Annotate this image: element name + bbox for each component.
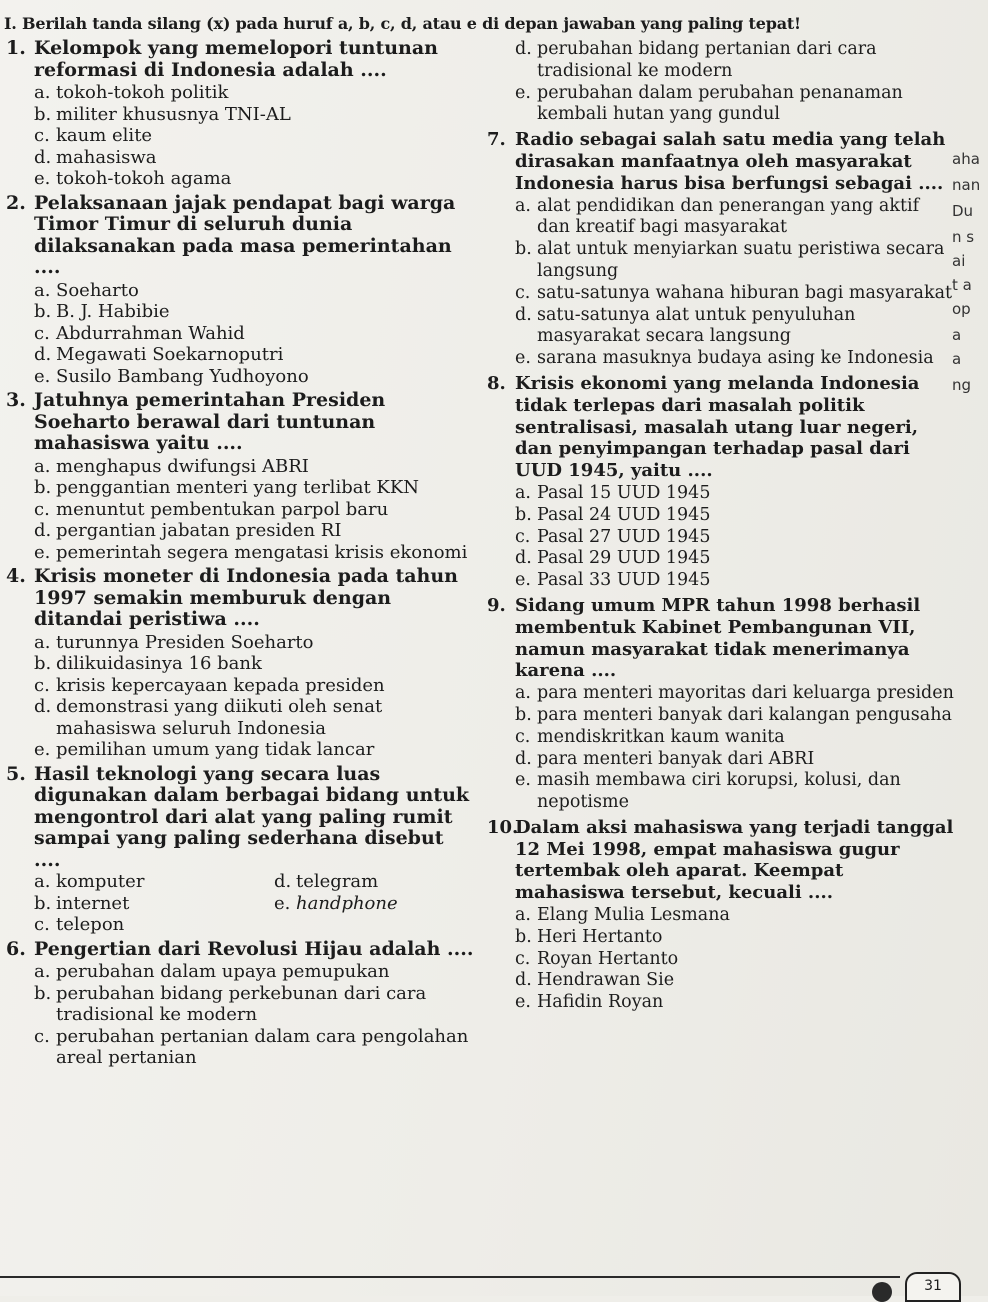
edge-fragment: aha [952,150,980,168]
option-item[interactable] [515,905,957,927]
edge-fragment: t a [952,276,972,294]
option-text: handphone [296,892,398,914]
option-item[interactable] [34,477,476,499]
option-item[interactable] [515,570,957,592]
option-text: satu-satunya wahana hiburan bagi masyarakat [537,282,953,303]
option-text: perubahan dalam upaya pemupukan [56,961,390,982]
question-4 [6,566,476,761]
question-number: 1. [6,37,26,59]
question-text: Sidang umum MPR tahun 1998 berhasil membentuk Kabinet Pembangunan VII, namun masyarakat tidak menerimanya karena .... [515,594,921,682]
option-label[interactable]: b. [515,239,532,260]
option-item[interactable] [515,949,957,971]
option-text: turunnya Presiden Soeharto [56,631,314,653]
question-number: 8. [487,372,506,394]
question-stem [487,817,957,904]
edge-fragment: a [952,326,962,344]
option-item[interactable] [34,366,476,388]
option-label[interactable]: a. [515,905,531,926]
option-list [487,905,957,1014]
option-text: perubahan bidang pertanian dari cara tradisional ke modern [537,39,877,81]
option-text: Pasal 33 UUD 1945 [537,570,711,591]
option-item[interactable] [34,280,476,302]
option-label[interactable]: b. [34,301,52,322]
option-text: Hendrawan Sie [537,970,675,991]
question-6-continued [487,39,957,126]
option-text: penggantian menteri yang terlibat KKN [56,477,420,498]
option-label[interactable]: a. [34,82,51,103]
option-list [487,483,957,592]
option-label[interactable]: d. [515,748,532,769]
option-label[interactable]: d. [34,344,52,365]
question-text: Pelaksanaan jajak pendapat bagi warga Timor Timur di seluruh dunia dilaksanakan pada masa pemerintahan .... [34,191,456,278]
option-label[interactable]: b. [34,103,52,125]
option-text: demonstrasi yang diikuti oleh senat mahasiswa seluruh Indonesia [56,696,383,739]
option-text: Pasal 24 UUD 1945 [537,504,711,525]
option-text: pemilihan umum yang tidak lancar [56,739,375,760]
option-item[interactable] [515,527,957,549]
edge-fragment: ng [952,376,972,394]
question-text: Kelompok yang memelopori tuntunan reformasi di Indonesia adalah .... [34,37,438,81]
option-item[interactable] [515,348,957,370]
edge-fragment: a [952,350,962,368]
option-list [6,961,476,1069]
option-text: Hafidin Royan [537,992,664,1013]
option-text: alat pendidikan dan penerangan yang aktif dan kreatif bagi masyarakat [537,195,920,238]
option-item[interactable] [34,499,476,521]
option-list [487,196,957,370]
option-label[interactable]: c. [515,526,531,547]
option-item[interactable] [34,344,476,366]
option-text: Pasal 15 UUD 1945 [537,482,711,503]
option-text: perubahan dalam perubahan penanaman kembali hutan yang gundul [537,82,903,125]
option-text: perubahan pertanian dalam cara pengolahan areal pertanian [56,1025,469,1068]
question-text: Krisis moneter di Indonesia pada tahun 1997 semakin memburuk dengan ditandai peristiwa .... [34,565,458,630]
option-text: satu-satunya alat untuk penyuluhan masyarakat secara langsung [537,304,856,347]
option-item[interactable] [34,675,476,697]
option-label[interactable]: c. [34,125,50,146]
option-label[interactable]: c. [515,948,531,969]
option-text: krisis kepercayaan kepada presiden [56,674,385,696]
option-text: telegram [296,871,379,892]
option-label[interactable]: d. [515,970,532,991]
edge-fragment: n s [952,228,975,246]
option-item[interactable] [34,82,476,104]
question-number: 6. [6,937,26,960]
question-number: 10. [487,816,519,838]
option-label[interactable]: c. [34,1025,50,1047]
option-item[interactable] [34,125,476,147]
option-text: sarana masuknya budaya asing ke Indonesia [537,348,934,369]
option-text: Abdurrahman Wahid [56,322,245,344]
option-label[interactable]: d. [515,548,532,569]
option-list [6,82,476,190]
question-9 [487,595,957,814]
option-label[interactable]: c. [515,726,531,747]
option-item[interactable] [515,683,957,705]
option-item[interactable] [34,696,476,739]
question-stem [487,595,957,682]
question-3 [6,390,476,563]
option-item[interactable] [34,871,274,893]
question-number: 9. [487,594,506,616]
question-stem [6,390,476,455]
option-label[interactable]: d. [34,696,52,717]
option-label[interactable]: b. [34,477,52,498]
question-number: 2. [6,191,26,214]
option-item[interactable] [34,104,476,126]
option-item[interactable] [515,992,957,1014]
option-label[interactable]: e. [515,348,531,369]
option-text: Heri Hertanto [537,926,663,947]
option-item[interactable] [274,893,474,915]
question-number: 4. [6,565,26,587]
option-list [6,456,476,564]
option-text: Pasal 27 UUD 1945 [537,526,711,547]
option-text: para menteri banyak dari kalangan pengusaha [537,704,952,725]
option-text: dilikuidasinya 16 bank [56,653,262,674]
option-label[interactable]: c. [34,914,50,935]
edge-fragment: op [952,300,971,318]
option-list [6,632,476,761]
option-item[interactable] [515,927,957,949]
question-stem [6,764,476,872]
option-item[interactable] [34,456,476,478]
option-label[interactable]: d. [515,39,532,59]
option-label[interactable]: e. [515,992,531,1013]
option-text: mendiskritkan kaum wanita [537,726,785,747]
question-number: 3. [6,389,26,411]
instruction-heading: I. Berilah tanda silang (x) pada huruf a, b, c, d, atau e di depan jawaban yang paling tepat! [4,14,801,33]
option-label[interactable]: c. [34,322,50,344]
option-text: kaum elite [56,125,153,146]
option-item[interactable] [34,168,476,190]
option-item[interactable] [34,301,476,323]
question-10 [487,817,957,1014]
option-item[interactable] [515,239,957,283]
option-list [487,39,957,126]
option-item[interactable] [515,39,957,83]
edge-fragment: ai [952,252,966,270]
option-label[interactable]: b. [34,982,52,1004]
option-list [487,683,957,814]
option-text: Elang Mulia Lesmana [537,905,730,926]
option-label[interactable]: b. [515,504,532,525]
option-text: komputer [56,871,145,892]
option-text: para menteri banyak dari ABRI [537,748,815,769]
option-label[interactable]: a. [34,631,51,653]
question-number: 7. [487,129,506,151]
option-label[interactable]: e. [515,82,531,103]
option-item[interactable] [515,305,957,349]
option-text: telepon [56,914,125,935]
option-text: perubahan bidang perkebunan dari cara tradisional ke modern [56,982,427,1025]
question-stem [487,129,957,194]
option-text: B. J. Habibie [56,301,170,322]
option-label[interactable]: a. [34,871,51,892]
option-item[interactable] [34,632,476,654]
option-label[interactable]: a. [515,195,531,216]
question-stem [6,566,476,631]
question-text: Krisis ekonomi yang melanda Indonesia tidak terlepas dari masalah politik sentralisasi, masalah utang luar negeri, dan penyimpangan terhadap pasal dari UUD 1945, yaitu .... [515,372,920,482]
option-text: alat untuk menyiarkan suatu peristiwa secara langsung [537,239,945,281]
option-text: menuntut pembentukan parpol baru [56,498,389,520]
option-text: tokoh-tokoh politik [56,82,229,103]
option-item[interactable] [34,653,476,675]
option-label[interactable]: e. [34,365,51,387]
question-text: Pengertian dari Revolusi Hijau adalah .... [34,937,474,960]
option-label[interactable]: e. [34,541,51,563]
option-text: Soeharto [56,279,139,301]
option-item[interactable] [34,961,476,983]
option-item[interactable] [515,196,957,240]
option-text: internet [56,892,130,914]
option-label[interactable]: b. [515,704,532,725]
question-text: Hasil teknologi yang secara luas digunakan dalam berbagai bidang untuk mengontrol dari alat yang paling rumit sampai yang paling sederhana disebut .... [34,762,470,871]
option-text: Royan Hertanto [537,948,679,969]
option-label[interactable]: a. [515,482,531,503]
option-text: Pasal 29 UUD 1945 [537,548,711,569]
option-item[interactable] [34,147,476,169]
option-list [6,280,476,388]
option-label[interactable]: d. [274,871,292,892]
option-text: menghapus dwifungsi ABRI [56,455,309,477]
edge-fragment: nan [952,176,981,194]
option-label[interactable]: d. [34,520,52,541]
option-item[interactable] [34,520,476,542]
option-item[interactable] [34,739,476,761]
option-label[interactable]: e. [274,892,291,914]
question-5 [6,764,476,936]
footer-rule [0,1276,900,1278]
option-label[interactable]: a. [34,279,51,301]
option-item[interactable] [515,727,957,749]
question-stem [6,193,476,279]
option-text: masih membawa ciri korupsi, kolusi, dan nepotisme [537,770,901,813]
option-text: mahasiswa [56,146,157,168]
option-item[interactable] [34,983,476,1026]
option-item[interactable] [515,283,957,305]
option-label[interactable]: e. [34,168,51,189]
question-number: 5. [6,762,26,785]
footer-dot-icon [872,1282,892,1302]
option-grid [6,871,476,936]
option-item[interactable] [34,893,274,915]
option-label[interactable]: b. [34,892,52,914]
option-item[interactable] [515,505,957,527]
option-text: pergantian jabatan presiden RI [56,520,342,541]
page-number: 31 [905,1272,961,1302]
option-text: Megawati Soekarnoputri [56,344,284,365]
option-item[interactable] [34,914,274,936]
edge-fragment: Du [952,202,974,220]
option-item[interactable] [515,705,957,727]
option-text: Susilo Bambang Yudhoyono [56,365,309,387]
option-item[interactable] [34,323,476,345]
option-label[interactable]: b. [34,653,52,674]
question-6 [6,939,476,1069]
option-label[interactable]: c. [34,498,50,520]
option-label[interactable]: a. [34,961,51,982]
option-label[interactable]: d. [34,146,52,168]
option-item[interactable] [274,871,474,893]
option-text: pemerintah segera mengatasi krisis ekonomi [56,541,468,563]
option-label[interactable]: c. [34,674,50,696]
option-label[interactable]: a. [34,455,51,477]
option-label[interactable]: b. [515,926,532,947]
option-label[interactable]: e. [515,770,531,791]
question-stem [6,38,476,81]
option-item[interactable] [515,770,957,814]
option-item[interactable] [515,483,957,505]
option-text: militer khususnya TNI-AL [56,103,291,125]
option-item[interactable] [34,1026,476,1069]
option-item[interactable] [515,83,957,127]
option-item[interactable] [515,970,957,992]
question-8 [487,373,957,592]
question-text: Jatuhnya pemerintahan Presiden Soeharto berawal dari tuntunan mahasiswa yaitu .... [34,389,386,454]
option-item[interactable] [515,548,957,570]
option-text: para menteri mayoritas dari keluarga presiden [537,683,954,704]
option-item[interactable] [34,542,476,564]
question-7 [487,129,957,370]
option-label[interactable]: d. [515,304,532,325]
left-column [6,38,476,1072]
option-text: tokoh-tokoh agama [56,168,232,189]
question-stem [6,939,476,961]
question-text: Radio sebagai salah satu media yang telah dirasakan manfaatnya oleh masyarakat Indonesia harus bisa berfungsi sebagai .... [515,129,946,194]
question-stem [487,373,957,482]
option-label[interactable]: a. [515,683,531,704]
question-1 [6,38,476,190]
option-label[interactable]: e. [34,739,51,760]
right-column [487,38,957,1017]
question-2 [6,193,476,388]
question-text: Dalam aksi mahasiswa yang terjadi tanggal 12 Mei 1998, empat mahasiswa gugur tertembak oleh aparat. Keempat mahasiswa tersebut, kecuali .... [515,816,954,904]
option-item[interactable] [515,749,957,771]
option-label[interactable]: e. [515,570,531,591]
option-label[interactable]: c. [515,282,531,303]
